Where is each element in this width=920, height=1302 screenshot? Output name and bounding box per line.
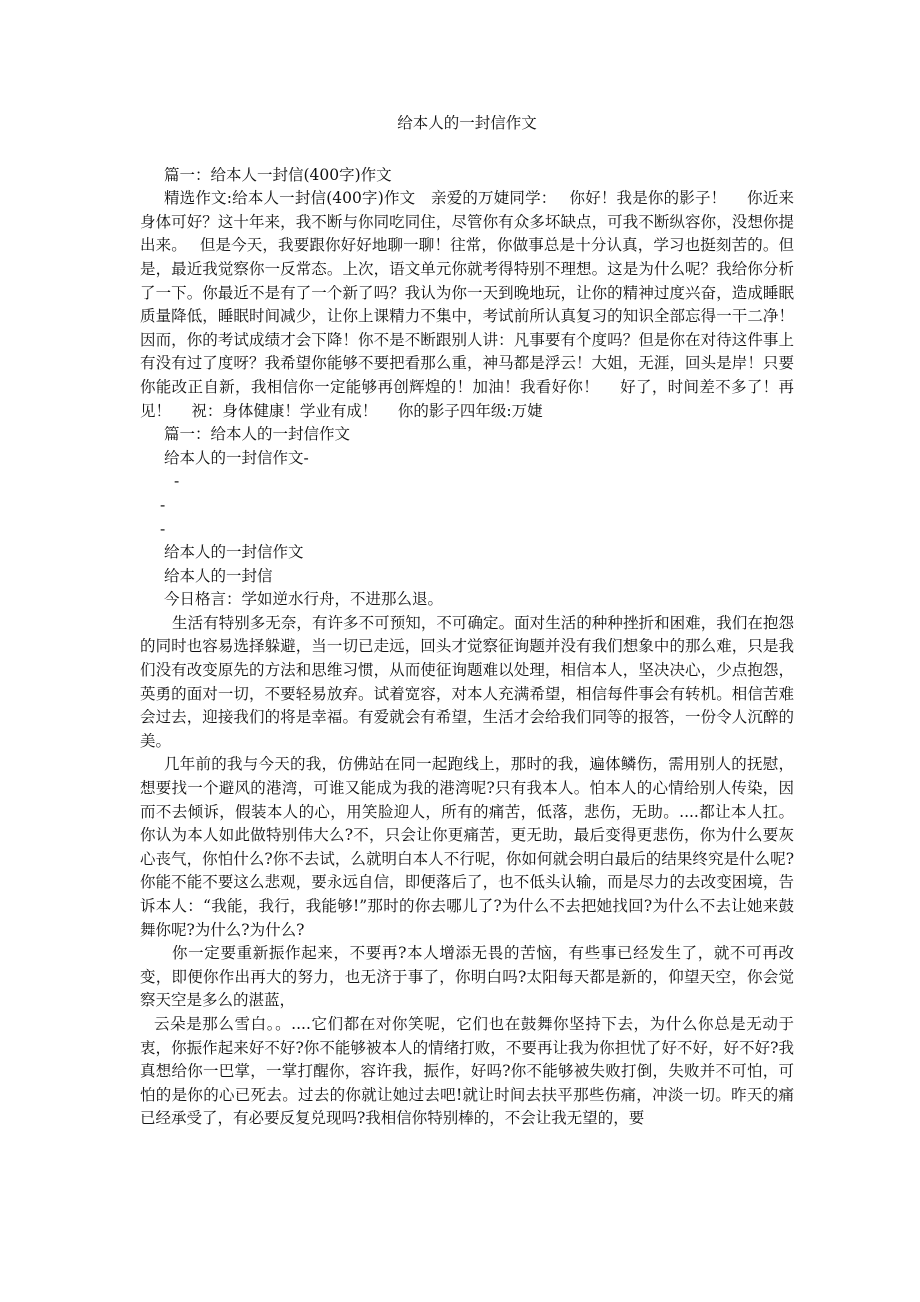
dash-line: - bbox=[160, 495, 166, 514]
dash-line: - bbox=[174, 472, 180, 491]
paragraph: 给本人的一封信作文- bbox=[164, 448, 309, 467]
dash-line: - bbox=[160, 519, 166, 538]
document-title: 给本人的一封信作文 bbox=[397, 114, 537, 132]
document-page bbox=[140, 112, 794, 1131]
paragraph: 给本人的一封信作文 bbox=[164, 543, 304, 562]
paragraph: 云朵是那么雪白。。....它们都在对你笑呢，它们也在鼓舞你坚持下去，为什么你总是无动于衷，你振作起来好不好?你不能够被本人的情绪打败，不要再让我为你担忧了好不好，好不好?我真想给你一巴掌，一掌打醒你，容许我，振作，好吗?你不能够被失败打倒，失败并不可怕，可怕的是你的心已死去。过去的你就让她过去吧!就让时间去扶平那些伤痛，冲淡一切。昨天的痛已经承受了，有必要反复兑现吗?我相信你特别棒的，不会让我无望的，要 bbox=[140, 1014, 794, 1128]
paragraph: 你一定要重新振作起来，不要再?本人增添无畏的苦恼，有些事已经发生了，就不可再改变，即便你作出再大的努力，也无济于事了，你明白吗?太阳每天都是新的，仰望天空，你会觉察天空是多么的湛蓝， bbox=[140, 944, 794, 1010]
paragraph: 篇一：给本人的一封信作文 bbox=[164, 425, 351, 444]
paragraph: 生活有特别多无奈，有许多不可预知，不可确定。面对生活的种种挫折和困难，我们在抱怨的同时也容易选择躲避，当一切已走远，回头才觉察征询题并没有我们想象中的那么难，只是我们没有改变原先的方法和思维习惯，从而使征询题难以处理，相信本人，坚决决心，少点抱怨，英勇的面对一切，不要轻易放弃。试着宽容，对本人充满希望，相信每件事会有转机。相信苦难会过去，迎接我们的将是幸福。有爱就会有希望，生活才会给我们同等的报答，一份令人沉醉的美。 bbox=[140, 613, 794, 750]
paragraph: 几年前的我与今天的我，仿佛站在同一起跑线上，那时的我，遍体鳞伤，需用别人的抚慰，想要找一个避风的港湾，可谁又能成为我的港湾呢?只有我本人。怕本人的心情给别人传染，因而不去倾诉，假装本人的心，用笑脸迎人，所有的痛苦，低落，悲伤，无助。....都让本人扛。你认为本人如此做特别伟大么?不，只会让你更痛苦，更无助，最后变得更悲伤，你为什么要灰心丧气，你怕什么?你不去试，么就明白本人不行呢，你如何就会明白最后的结果终究是什么呢?你能不能不要这么悲观，要永远自信，即便落后了，也不低头认输，而是尽力的去改变困境，告诉本人：“我能，我行，我能够!”那时的你去哪儿了?为什么不去把她找回?为什么不去让她来鼓舞你呢?为什么?为什么? bbox=[140, 755, 794, 939]
paragraph: 精选作文:给本人一封信(400字)作文 亲爱的万婕同学： 你好！我是你的影子！ 你近来身体可好？这十年来，我不断与你同吃同住，尽管你有众多坏缺点，可我不断纵容你，没想你提出来。 但是今天，我要跟你好好地聊一聊！往常，你做事总是十分认真，学习也挺刻苦的。但是，最近我觉察你一反常态。上次，语文单元你就考得特别不理想。这是为什么呢？我给你分析了一下。你最近不是有了一个新了吗？我认为你一天到晚地玩，让你的精神过度兴奋，造成睡眠质量降低，睡眠时间减少，让你上课精力不集中，考试前所认真复习的知识全部忘得一干二净！因而，你的考试成绩才会下降！你不是不断跟别人讲：凡事要有个度吗？但是你在对待这件事上有没有过了度呀？我希望你能够不要把看那么重，神马都是浮云！大姐，无涯，回头是岸！只要你能改正自新，我相信你一定能够再创辉煌的！加油！我看好你！ 好了，时间差不多了！再见！ 祝：身体健康！学业有成！ 你的影子四年级:万婕 bbox=[140, 189, 794, 420]
paragraph: 篇一：给本人一封信(400字)作文 bbox=[164, 165, 392, 184]
paragraph: 给本人的一封信 bbox=[164, 566, 273, 585]
paragraph: 今日格言：学如逆水行舟，不进那么退。 bbox=[164, 590, 444, 609]
